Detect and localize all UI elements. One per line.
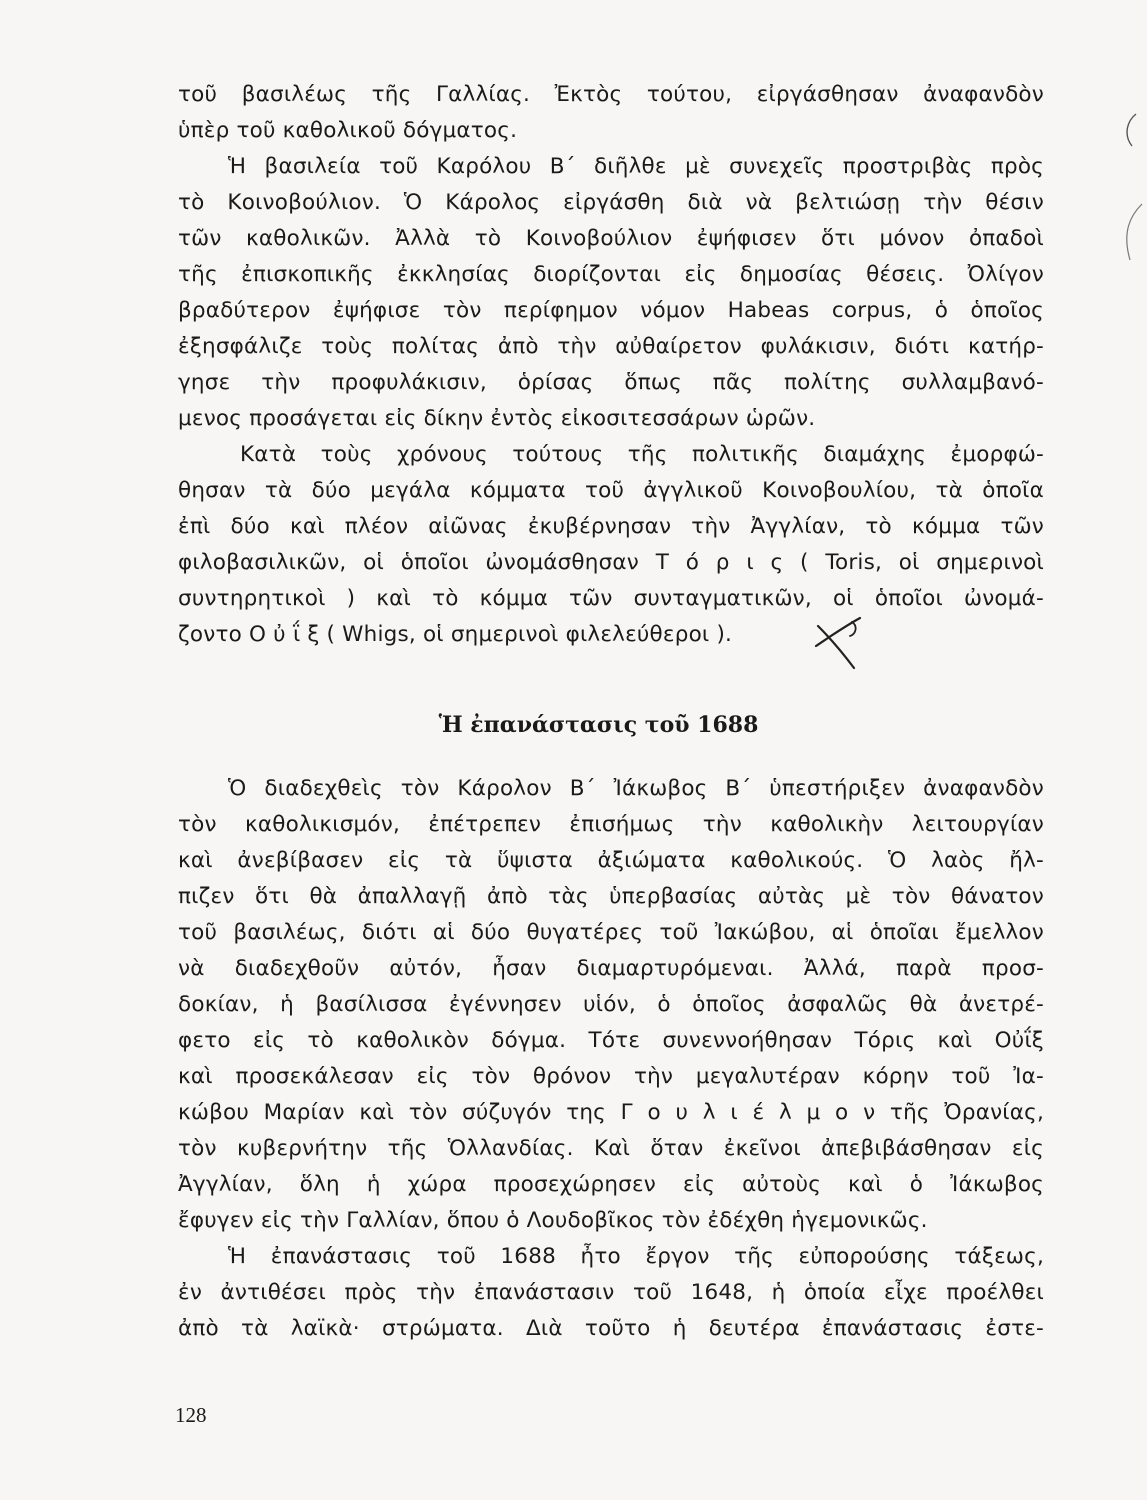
- text-line: τῆς ἐπισκοπικῆς ἐκκλησίας διορίζονται εἰς δημοσίας θέσεις. Ὀλίγον: [178, 262, 1044, 287]
- text-line: νὰ διαδεχθοῦν αὐτόν, ἦσαν διαμαρτυρόμεναι. Ἀλλά, παρὰ προσ-: [178, 956, 1044, 981]
- text-line: φιλοβασιλικῶν, οἱ ὁποῖοι ὠνομάσθησαν Τ ό ρ ι ς ( Toris, οἱ σημερινοὶ: [178, 550, 1044, 575]
- text-line: θησαν τὰ δύο μεγάλα κόμματα τοῦ ἀγγλικοῦ Κοινοβουλίου, τὰ ὁποῖα: [178, 478, 1044, 503]
- text-line: καὶ προσεκάλεσαν εἰς τὸν θρόνον τὴν μεγαλυτέραν κόρην τοῦ Ἰα-: [178, 1064, 1044, 1089]
- text-line: Ὁ διαδεχθεὶς τὸν Κάρολον Β΄ Ἰάκωβος Β΄ ὑπεστήριξεν ἀναφανδὸν: [228, 776, 1044, 801]
- paragraph-block-bottom: [178, 771, 1044, 1347]
- text-line: Ἡ ἐπανάστασις τοῦ 1688 ἦτο ἔργον τῆς εὐπορούσης τάξεως,: [228, 1244, 1044, 1269]
- text-line: κώβου Μαρίαν καὶ τὸν σύζυγόν της Γ ο υ λ ι έ λ μ ο ν τῆς Ὀρανίας,: [178, 1100, 1044, 1125]
- text-line: τὸν κυβερνήτην τῆς Ὁλλανδίας. Καὶ ὅταν ἐκεῖνοι ἀπεβιβάσθησαν εἰς: [178, 1136, 1044, 1161]
- paragraph-block-top: [178, 77, 1044, 653]
- text-line: Ἀγγλίαν, ὅλη ἡ χώρα προσεχώρησεν εἰς αὐτοὺς καὶ ὁ Ἰάκωβος: [178, 1172, 1044, 1197]
- text-line: τῶν καθολικῶν. Ἀλλὰ τὸ Κοινοβούλιον ἐψήφισεν ὅτι μόνον ὀπαδοὶ: [178, 226, 1044, 251]
- section-heading: Ἡ ἐπανάστασις τοῦ 1688: [438, 712, 759, 738]
- text-line: μενος προσάγεται εἰς δίκην ἐντὸς εἰκοσιτεσσάρων ὡρῶν.: [178, 406, 816, 431]
- text-line: ἐν ἀντιθέσει πρὸς τὴν ἐπανάστασιν τοῦ 1648, ἡ ὁποία εἶχε προέλθει: [178, 1280, 1044, 1305]
- page-number: 128: [175, 1403, 207, 1427]
- text-line: τὸ Κοινοβούλιον. Ὁ Κάρολος εἰργάσθη διὰ νὰ βελτιώσῃ τὴν θέσιν: [178, 190, 1044, 215]
- text-line: τοῦ βασιλέως τῆς Γαλλίας. Ἐκτὸς τούτου, εἰργάσθησαν ἀναφανδὸν: [178, 82, 1044, 107]
- text-line: βραδύτερον ἐψήφισε τὸν περίφημον νόμον Habeas corpus, ὁ ὁποῖος: [178, 298, 1044, 323]
- handwritten-x-mark: [808, 612, 868, 672]
- text-line: συντηρητικοὶ ) καὶ τὸ κόμμα τῶν συνταγματικῶν, οἱ ὁποῖοι ὠνομά-: [178, 586, 1044, 611]
- margin-pencil-mark: [1120, 112, 1144, 262]
- text-line: ἐξησφάλιζε τοὺς πολίτας ἀπὸ τὴν αὐθαίρετον φυλάκισιν, διότι κατήρ-: [178, 334, 1044, 359]
- text-line: τοῦ βασιλέως, διότι αἱ δύο θυγατέρες τοῦ Ἰακώβου, αἱ ὁποῖαι ἔμελλον: [178, 920, 1044, 945]
- text-line: ζοντο Ο ὐ ΐ ξ ( Whigs, οἱ σημερινοὶ φιλελεύθεροι ).: [178, 622, 733, 647]
- text-line: γησε τὴν προφυλάκισιν, ὁρίσας ὅπως πᾶς πολίτης συλλαμβανό-: [178, 370, 1044, 395]
- text-line: ἀπὸ τὰ λαϊκὰ· στρώματα. Διὰ τοῦτο ἡ δευτέρα ἐπανάστασις ἐστε-: [178, 1316, 1044, 1341]
- text-line: τὸν καθολικισμόν, ἐπέτρεπεν ἐπισήμως τὴν καθολικὴν λειτουργίαν: [178, 812, 1044, 837]
- text-line: ἔφυγεν εἰς τὴν Γαλλίαν, ὅπου ὁ Λουδοβῖκος τὸν ἐδέχθη ἡγεμονικῶς.: [178, 1208, 928, 1233]
- text-line: φετο εἰς τὸ καθολικὸν δόγμα. Τότε συνεννοήθησαν Τόρις καὶ Οὐΐξ: [178, 1028, 1044, 1053]
- text-line: ἐπὶ δύο καὶ πλέον αἰῶνας ἐκυβέρνησαν τὴν Ἀγγλίαν, τὸ κόμμα τῶν: [178, 514, 1044, 539]
- text-line: ὑπὲρ τοῦ καθολικοῦ δόγματος.: [178, 118, 518, 143]
- text-line: καὶ ἀνεβίβασεν εἰς τὰ ὕψιστα ἀξιώματα καθολικούς. Ὁ λαὸς ἤλ-: [178, 848, 1044, 873]
- text-line: δοκίαν, ἡ βασίλισσα ἐγέννησεν υἱόν, ὁ ὁποῖος ἀσφαλῶς θὰ ἀνετρέ-: [178, 992, 1044, 1017]
- text-line: πιζεν ὅτι θὰ ἀπαλλαγῇ ἀπὸ τὰς ὑπερβασίας αὐτὰς μὲ τὸν θάνατον: [178, 884, 1044, 909]
- text-line: Κατὰ τοὺς χρόνους τούτους τῆς πολιτικῆς διαμάχης ἐμορφώ-: [240, 442, 1044, 467]
- text-line: Ἡ βασιλεία τοῦ Καρόλου Β΄ διῆλθε μὲ συνεχεῖς προστριβὰς πρὸς: [228, 154, 1044, 179]
